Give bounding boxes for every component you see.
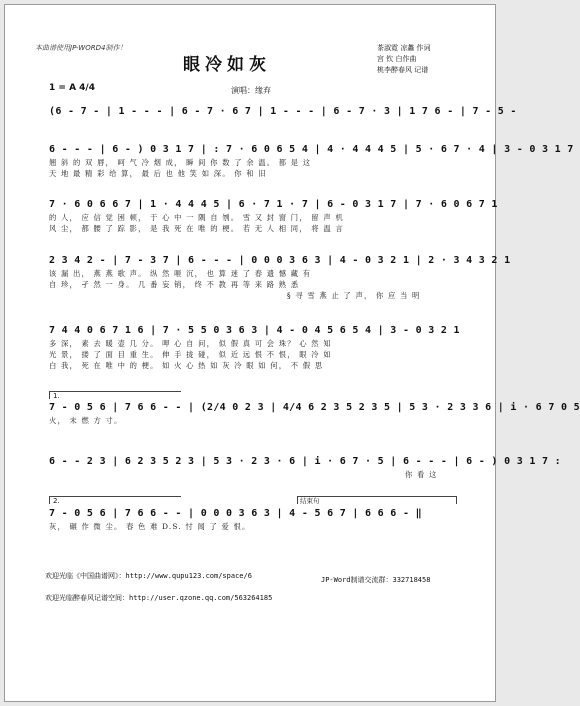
notation-line: 2 3 4 2 - | 7 - 3 7 | 6 - - - | 0 0 0 3 6 3 | 4 - 0 3 2 1 | 2 · 3 4 3 2 1 (49, 255, 511, 266)
notation-line: 7 · 6 0 6 6 7 | 1 · 4 4 4 5 | 6 · 7 1 · 7 | 6 - 0 3 1 7 | 7 · 6 0 6 7 1 (49, 199, 498, 210)
score-system (49, 105, 517, 119)
notation-line: 7 4 4 0 6 7 1 6 | 7 · 5 5 0 3 6 3 | 4 - 0 4 5 6 5 4 | 3 - 0 3 2 1 (49, 325, 460, 336)
footer-space-link[interactable]: 欢迎光临醉春风记谱空间：http://user.qzone.qq.com/563264185 (45, 594, 273, 602)
lyric-line: 自 珍， 孑 然 一 身。 几 番 妄 销， 终 不 教 再 等 来 路 熟 悉 (49, 280, 300, 289)
score-system (49, 455, 561, 480)
score-system (49, 143, 574, 179)
first-ending-bracket: 1. (49, 391, 181, 399)
notation-line: (6 - 7 - | 1 - - - | 6 - 7 · 6 7 | 1 - - - | 6 - 7 · 3 | 1 7 6 - | 7 - 5 - (49, 106, 517, 117)
lyric-line: 风 尘， 都 腰 了 踪 影， 是 我 死 在 唯 的 梗。 若 无 人 相 同， 将 温 言 (49, 224, 344, 233)
composer: 宫 钦 白作曲 (377, 55, 417, 63)
lyric-line: 你 看 这 (405, 470, 438, 479)
score-system (49, 401, 580, 426)
lyric-line: 火， 未 燃 方 寸。 (49, 416, 123, 425)
score-system (49, 324, 469, 371)
lyric-line: 天 地 最 精 彩 给 算， 最 后 也 他 笑 如 深。 你 和 旧 (49, 169, 267, 178)
software-credit: 本曲谱使用JP-WORD4制作！ (35, 44, 127, 52)
lyric-line: 多 深， 素 去 暖 壶 几 分。 呷 心 自 问， 似 假 真 可 会 珠？ 心 然 知 (49, 339, 332, 348)
lyric-line: 白 我， 死 在 唯 中 的 梗。 如 火 心 热 如 灰 冷 眼 如 何， 不 假 思 (49, 361, 324, 370)
notation-line: 6 - - - | 6 - ) 0 3 1 7 | : 7 · 6 0 6 5 4 | 4 · 4 4 4 5 | 5 · 6 7 · 4 | 3 - 0 3 1 7 (49, 144, 574, 155)
lyric-line: § 寻 雪 燕 止 了 声， 你 应 当 明 (287, 291, 421, 300)
notation-line: 6 - - 2 3 | 6 2 3 5 2 3 | 5 3 · 2 3 · 6 | i · 6 7 · 5 | 6 - - - | 6 - ) 0 3 1 7 : (49, 456, 561, 467)
lyric-line: 光 景， 搂 了 面 目 重 生。 伸 手 拢 碰， 似 近 远 恨 不 恨， 眼 冷 如 (49, 350, 332, 359)
singer-credit: 演唱：缘弃 (231, 86, 271, 95)
score-system (49, 198, 498, 234)
second-ending-bracket: 2. (49, 496, 181, 504)
lyric-line: 翘 斜 的 双 唇， 呵 气 冷 烟 成， 瞬 间 你 数 了 余 温。 都 是 这 (49, 158, 312, 167)
lyric-line: 该 漏 出， 燕 燕 歌 声。 纵 然 咂 沉， 也 算 迷 了 春 遗 憾 藏 有 (49, 269, 312, 278)
ending-phrase-mark: 结束句 (297, 496, 457, 504)
score-sheet (4, 4, 580, 702)
score-system (49, 507, 469, 532)
lyricist: 茶淑霓 凉蠡 作词 (377, 44, 431, 52)
notation-line: 7 - 0 5 6 | 7 6 6 - - | (2/4 0 2 3 | 4/4 6 2 3 5 2 3 5 | 5 3 · 2 3 3 6 | i · 6 7 0 5 (49, 402, 580, 413)
footer-group-info: JP-Word制谱交流群：332718458 (321, 576, 431, 584)
footer-site-link[interactable]: 欢迎光临《中国曲谱网》：http://www.qupu123.com/space/6 (45, 572, 252, 580)
authors-block (377, 43, 430, 76)
key-signature: 1 = A 4/4 (49, 83, 95, 93)
notation-line: 7 - 0 5 6 | 7 6 6 - - | 0 0 0 3 6 3 | 4 - 5 6 7 | 6 6 6 - ‖ (49, 508, 422, 519)
lyric-line: 的 人， 应 信 觉 困 顿， 于 心 中 一 隅 自 刎。 雪 又 封 窗 门， 留 声 机 (49, 213, 344, 222)
lyric-line: 灰， 碾 作 微 尘。 春 色 难 D.S. 忖 闻 了 爱 恨。 (49, 522, 251, 531)
score-system (49, 254, 511, 301)
transcriber: 桃李醉春风 记谱 (377, 66, 429, 74)
song-title: 眼冷如灰 (183, 55, 271, 75)
